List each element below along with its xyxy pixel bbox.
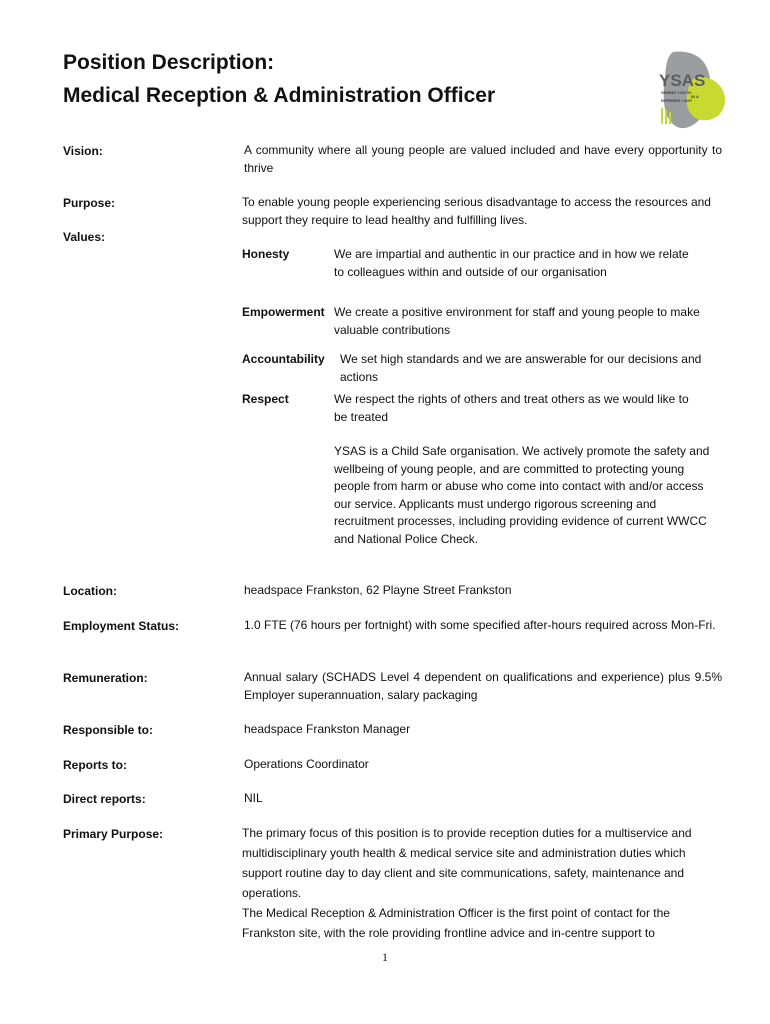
responsible-to-value: headspace Frankston Manager [244,722,411,736]
vision-text: A community where all young people are valued included and have every opportunity to thrive [244,143,722,175]
employment-status-value: 1.0 FTE (76 hours per fortnight) with some specified after-hours required across Mon-Fri. [244,618,716,632]
value-text-empowerment: We create a positive environment for staff and young people to make valuable contributions [334,305,700,337]
child-safe-statement: YSAS is a Child Safe organisation. We actively promote the safety and wellbeing of young people, and are committed to protecting young people from harm or abuse who come into contact with and/or access our service. Applicants must undergo rigorous screening and recruitment processes, including providing evidence of current WWCC and National Police Check. [334,444,710,546]
value-text-respect: We respect the rights of others and treat others as we would like to be treated [334,392,689,424]
direct-reports-value: NIL [244,791,263,805]
primary-purpose-paragraph-2: The Medical Reception & Administration Officer is the first point of contact for the Frankston site, with the role providing frontline advice and in-centre support to [242,906,670,940]
page-title: Position Description: [63,51,275,74]
logo-tagline-2: IN A [691,94,699,99]
logo-wordmark: YSAS [659,71,706,90]
location-value: headspace Frankston, 62 Playne Street Frankston [244,583,512,597]
reports-to-label: Reports to: [63,758,127,772]
page-number: 1 [382,950,388,964]
values-label: Values: [63,230,106,244]
logo-tagline-1: SEEING YOUTH [661,90,692,95]
ysas-logo [655,50,727,130]
primary-purpose-paragraph-1: The primary focus of this position is to provide reception duties for a multiservice and multidisciplinary youth health & medical service site and administration duties which support routine day to day client and site communications, safety, maintenance and operations. [242,826,692,900]
primary-purpose-body [242,823,712,943]
purpose-label: Purpose: [63,196,116,210]
employment-status-label: Employment Status: [63,619,180,633]
direct-reports-label: Direct reports: [63,792,146,806]
value-name-honesty: Honesty [242,247,290,261]
responsible-to-label: Responsible to: [63,723,154,737]
reports-to-value: Operations Coordinator [244,757,369,771]
logo-tagline-3: DIFFERENT LIGHT [661,99,693,103]
value-text-accountability: We set high standards and we are answerable for our decisions and actions [340,352,702,384]
remuneration-value: Annual salary (SCHADS Level 4 dependent on qualifications and experience) plus 9.5% Employer superannuation, salary packaging [244,670,722,702]
value-name-accountability: Accountability [242,352,325,366]
primary-purpose-label: Primary Purpose: [63,827,164,841]
value-name-respect: Respect [242,392,289,406]
vision-label: Vision: [63,144,103,158]
purpose-text: To enable young people experiencing serious disadvantage to access the resources and support they require to lead healthy and fulfilling lives. [242,195,711,227]
value-name-empowerment: Empowerment [242,305,325,319]
remuneration-label: Remuneration: [63,671,148,685]
ysas-logo-mark [655,50,727,130]
page-subtitle: Medical Reception & Administration Officer [63,84,496,107]
value-text-honesty: We are impartial and authentic in our practice and in how we relate to colleagues within and outside of our organisation [334,247,689,279]
location-label: Location: [63,584,117,598]
